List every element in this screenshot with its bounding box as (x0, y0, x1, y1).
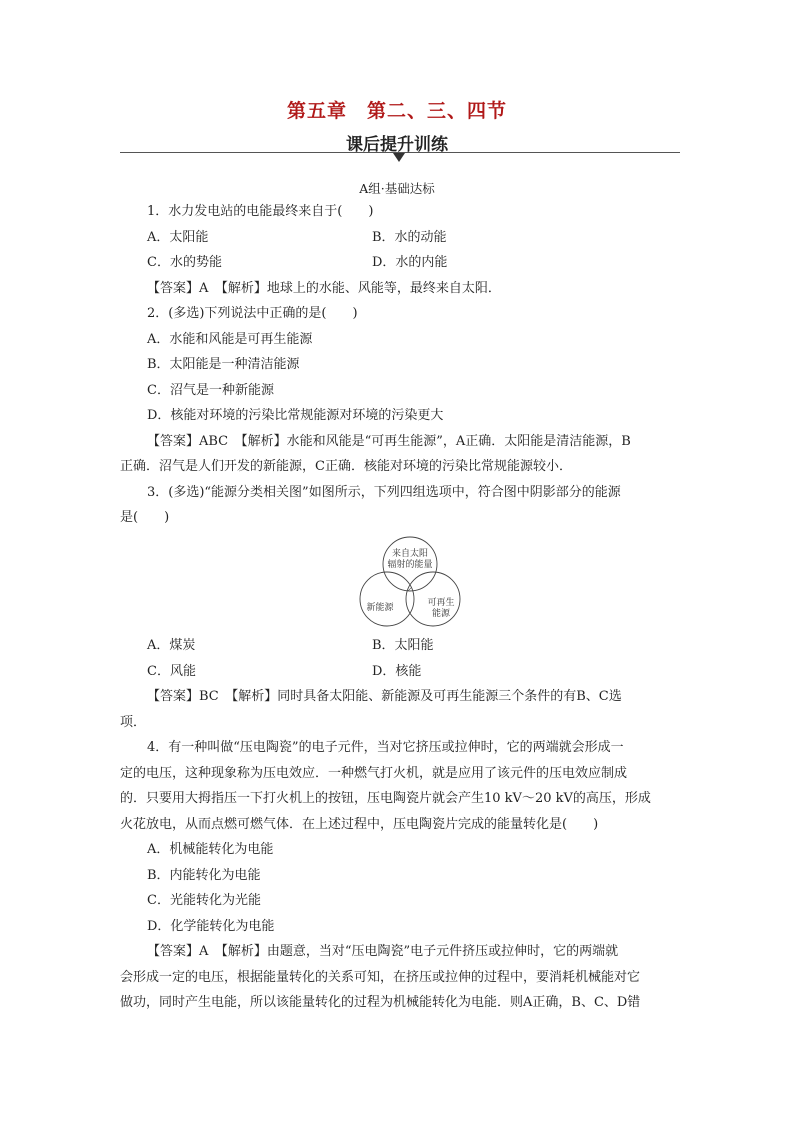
divider-arrow-icon (393, 153, 405, 162)
q4-option-a: A．机械能转化为电能 (147, 842, 274, 857)
q3-answer-line2: 项． (120, 715, 147, 730)
venn-diagram (350, 534, 470, 634)
q4-answer-line2: 会形成一定的电压，根据能量转化的关系可知，在挤压或拉伸的过程中，要消耗机械能对它 (120, 970, 641, 985)
q4-stem-line4: 火花放电，从而点燃可燃气体．在上述过程中，压电陶瓷片完成的能量转化是( ) (120, 817, 599, 832)
q4-stem-line3: 的．只要用大拇指压一下打火机上的按钮，压电陶瓷片就会产生10 kV～20 kV的高压，形成 (120, 791, 651, 806)
venn-label-left: 新能源 (366, 603, 394, 613)
q4-answer-line1: 【答案】A 【解析】由题意，当对“压电陶瓷”电子元件挤压或拉伸时，它的两端就 (147, 944, 619, 959)
q4-answer-line3: 做功，同时产生电能，所以该能量转化的过程为机械能转化为电能．则A正确，B、C、D错 (120, 995, 641, 1010)
q1-option-d: D．水的内能 (372, 255, 448, 270)
q3-stem-line2: 是( ) (120, 510, 170, 525)
q3-option-a: A．煤炭 (147, 638, 196, 653)
q4-option-c: C．光能转化为光能 (147, 893, 261, 908)
q4-stem-line2: 定的电压，这种现象称为压电效应．一种燃气打火机，就是应用了该元件的压电效应制成 (120, 766, 628, 781)
q1-stem: 1．水力发电站的电能最终来自于( ) (147, 204, 374, 219)
q3-stem-line1: 3．(多选)“能源分类相关图”如图所示，下列四组选项中，符合图中阴影部分的能源 (147, 485, 621, 500)
page-title: 第五章 第二、三、四节 (286, 100, 507, 122)
q2-option-a: A．水能和风能是可再生能源 (147, 332, 313, 347)
venn-label-top-2: 辐射的能量 (387, 560, 433, 570)
page-subtitle: 课后提升训练 (346, 135, 448, 155)
q3-option-d: D．核能 (372, 664, 422, 679)
venn-label-top-1: 来自太阳 (391, 549, 429, 559)
q1-answer: 【答案】A 【解析】地球上的水能、风能等，最终来自太阳． (147, 281, 501, 296)
q1-option-b: B．水的动能 (372, 230, 447, 245)
q1-option-c: C．水的势能 (147, 255, 222, 270)
venn-label-right-2: 能源 (431, 609, 451, 619)
q4-stem-line1: 4．有一种叫做“压电陶瓷”的电子元件，当对它挤压或拉伸时，它的两端就会形成一 (147, 740, 624, 755)
q2-option-c: C．沼气是一种新能源 (147, 383, 274, 398)
q3-option-c: C．风能 (147, 664, 196, 679)
q2-stem: 2．(多选)下列说法中正确的是( ) (147, 306, 358, 321)
q2-answer-line1: 【答案】ABC 【解析】水能和风能是“可再生能源”，A正确．太阳能是清洁能源，B (147, 434, 631, 449)
q4-option-d: D．化学能转化为电能 (147, 919, 275, 934)
q2-option-b: B．太阳能是一种清洁能源 (147, 357, 300, 372)
q4-option-b: B．内能转化为电能 (147, 868, 261, 883)
q2-option-d: D．核能对环境的污染比常规能源对环境的污染更大 (147, 408, 444, 423)
q3-option-b: B．太阳能 (372, 638, 434, 653)
venn-label-right-1: 可再生 (427, 598, 455, 608)
q2-answer-line2: 正确．沼气是人们开发的新能源，C正确．核能对环境的污染比常规能源较小． (120, 459, 572, 474)
q3-answer-line1: 【答案】BC 【解析】同时具备太阳能、新能源及可再生能源三个条件的有B、C选 (147, 689, 622, 704)
q1-option-a: A．太阳能 (147, 230, 209, 245)
section-heading: A组·基础达标 (359, 181, 435, 196)
